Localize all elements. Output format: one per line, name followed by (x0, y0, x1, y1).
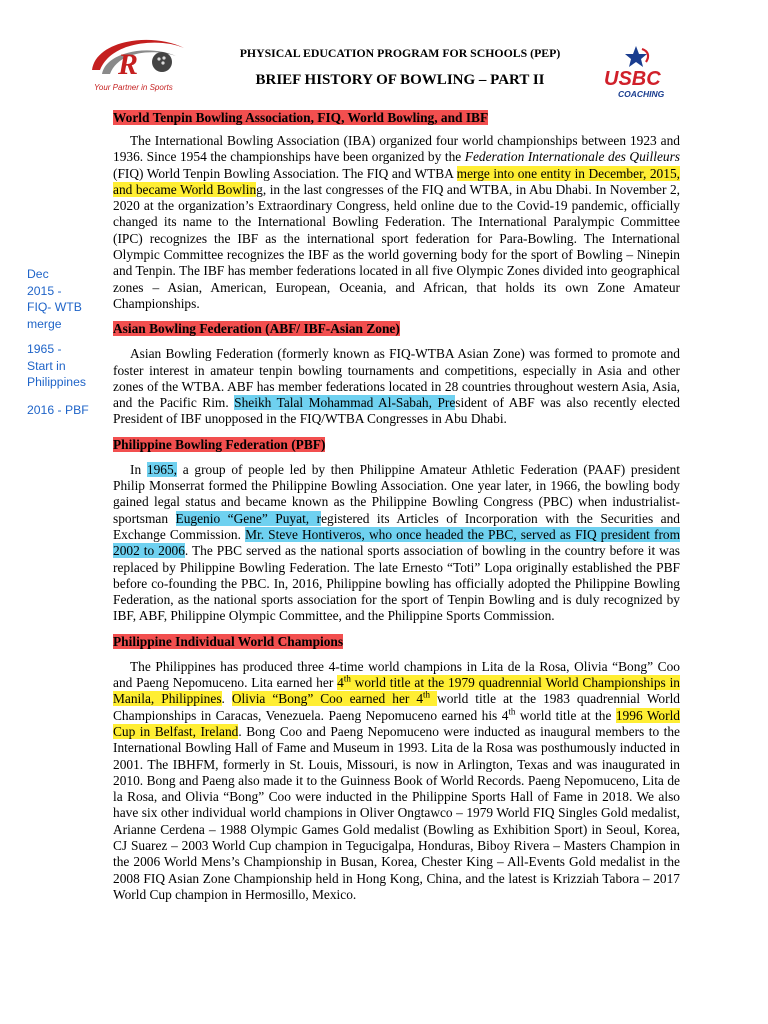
section-heading-champions (113, 634, 680, 650)
heading-text: Philippine Bowling Federation (PBF) (113, 436, 326, 452)
highlight-cyan: Sheikh Talal Mohammad Al-Sabah, Pre (234, 395, 456, 411)
note-line: Philippines (27, 375, 86, 389)
note-line: merge (27, 316, 62, 331)
highlight-cyan: Eugenio “Gene” Puyat, r (175, 510, 322, 526)
highlight-yellow: 1996 World Cup in Belfast, Ireland (113, 707, 680, 739)
usbc-logo-caption: COACHING (618, 89, 665, 99)
usbc-logo (596, 44, 682, 100)
paragraph-champions: The Philippines has produced three 4-time world champions in Lita de la Rosa, Olivia “Bong” Coo and Paeng Nepomuceno. Lita earned her 4th world title at the 1979 quadrennial World Championships in Manila, Philippines. Olivia “Bong” Coo earned her 4th world title at the 1983 quadrennial World Championships in Caracas, Venezuela. Paeng Nepomuceno earned his 4th world title at the 1996 World Cup in Belfast, Ireland. Bong Coo and Paeng Nepomuceno were inducted as inaugural members to the International Bowling Hall of Fame and Museum in 1993. Lita de la Rosa was posthumously inducted in 2001. The IBHFM, formerly in St. Louis, Missouri, is now in Arlington, Texas and was inaugurated in 2010. Bong and Paeng also made it to the Guinness Book of World Records. Paeng Nepomuceno, Lita de la Rosa, and Olivia “Bong” Coo were inducted in the Philippine Sports Hall of Fame in 2018. We also have six other individual world champions in Oliver Ongtawco – 1979 World FIQ Singles Gold medalist, Arianne Cerdena – 1988 Olympic Games Gold medalist (Bowling as Exhibition Sport) in Seoul, Korea, CJ Suarez – 2003 World Cup champion in Tegucigalpa, Honduras, Biboy Rivera – Masters Champion in the 2006 World Mens’s Championship in Busan, Korea, Chester King – All-Events Gold medalist in the 2008 FIQ Asian Zone Championship held in Hong Kong, China, and the latest is Krizziah Tabora – 2017 World Cup champion in Hermosillo, Mexico. (113, 658, 680, 902)
highlight-cyan: 1965, (146, 461, 178, 477)
highlight-yellow: 4th world title at the 1979 quadrennial World Championships in Manila, Philippines (113, 673, 680, 707)
note-line: Dec (27, 267, 49, 281)
program-title: PHYSICAL EDUCATION PROGRAM FOR SCHOOLS (PEP) (239, 46, 561, 60)
rp-logo-mark: R (118, 48, 139, 81)
note-line: FIQ- WTB (27, 300, 82, 314)
highlight-yellow: merge into one entity in December, 2015, and became World Bowlin (113, 165, 680, 197)
paragraph-abf: Asian Bowling Federation (formerly known as FIQ-WTBA Asian Zone) was formed to promote and foster interest in amateur tenpin bowling tournaments and competitions, especially in Asia and other zones of the WTBA. ABF has member federations located in 28 countries throughout western Asia, Asia, and the Pacific Rim. Sheikh Talal Mohammad Al-Sabah, President of ABF was also recently elected President of IBF unopposed in the FIQ/WTBA Congresses in Abu Dhabi. (113, 346, 680, 427)
note-line: 2016 - PBF (27, 403, 89, 417)
margin-note-merge (27, 266, 82, 332)
highlight-yellow: Olivia “Bong” Coo earned her 4th (232, 691, 437, 706)
note-line: Start in (27, 358, 66, 373)
margin-note-1965 (27, 341, 86, 391)
italic-text: Federation Internationale des Quilleurs (464, 149, 680, 165)
section-heading-ibf (113, 110, 680, 126)
rp-logo-caption: Your Partner in Sports (94, 83, 173, 92)
section-heading-pbf (113, 437, 680, 453)
paragraph-ibf: The International Bowling Association (IBA) organized four world championships between 1923 and 1936. Since 1954 the championships have been organized by the Federation Internationale des Quilleurs (FIQ) World Tenpin Bowling Association. The FIQ and WTBA merge into one entity in December, 2015, and became World Bowling, in the last congresses of the FIQ and WTBA, in Abu Dhabi. In November 2, 2020 at the organization’s Extraordinary Congress, held online due to the Covid-19 pandemic, officially changed its name to the International Bowling Federation. The International Paralympic Committee (IPC) recognizes the IBF as the international sport federation for Para-Bowling. The International Olympic Committee recognizes the IBF as the world governing body for the sport of Bowling – Ninepin and Tenpin. The IBF has member federations located in all five Olympic Zones divided into geographical zones – Asian, American, European, Oceania, and African, that holds its own Zone Amateur Championships. (113, 133, 680, 311)
note-line: 2015 - (27, 283, 62, 298)
main-content (113, 110, 680, 903)
rp-logo (82, 30, 192, 100)
margin-note-pbf (27, 402, 89, 419)
rp-logo-icon (82, 30, 192, 100)
page-title: BRIEF HISTORY OF BOWLING – PART II (255, 72, 545, 88)
usbc-logo-icon (596, 44, 682, 100)
heading-text: Philippine Individual World Champions (113, 633, 344, 649)
highlight-cyan: Mr. Steve Hontiveros, who once headed the PBC, served as FIQ president from 2002 to 2006 (113, 526, 681, 559)
heading-text: World Tenpin Bowling Association, FIQ, World Bowling, and IBF (113, 110, 489, 125)
note-line: 1965 - (27, 342, 62, 356)
usbc-logo-mark: USBC (604, 68, 661, 90)
section-heading-abf (113, 321, 680, 337)
heading-text: Asian Bowling Federation (ABF/ IBF-Asian Zone) (113, 321, 400, 337)
paragraph-pbf: In 1965, a group of people led by then Philippine Amateur Athletic Federation (PAAF) president Philip Monserrat formed the Philippine Bowling Association. One year later, in 1966, the bowling body gained legal status and became known as the Philippine Bowling Congress (PBC) when industrialist-sportsman Eugenio “Gene” Puyat, registered its Articles of Incorporation with the Securities and Exchange Commission. Mr. Steve Hontiveros, who once headed the PBC, served as FIQ president from 2002 to 2006. The PBC served as the national sports association of bowling in the country before it was replaced by Philippine Bowling Federation. The late Ernesto “Toti” Lopa originally established the PBF before co-founding the PBC. In, 2016, Philippine bowling has officially adopted the Philippine Bowling Federation, as the national sports association for the sport of Tenpin Bowling and is duly recognized by IBF, ABF, Philippine Olympic Committee, and the Philippine Sports Commission. (113, 461, 681, 624)
